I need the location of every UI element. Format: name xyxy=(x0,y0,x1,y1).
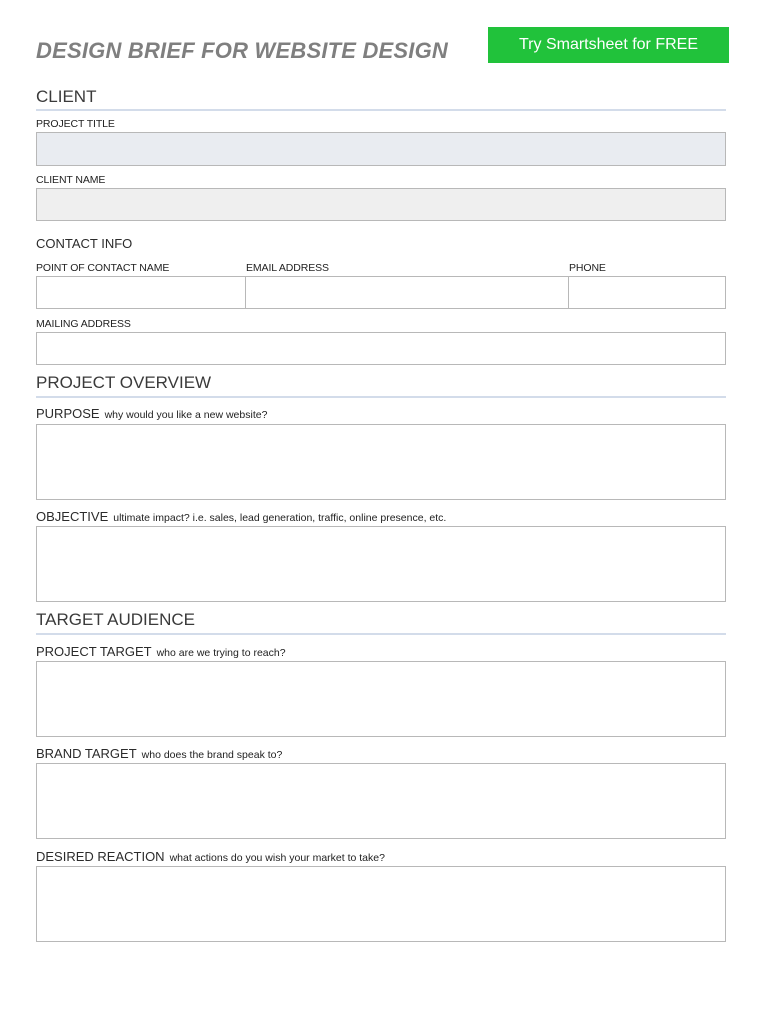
section-divider-client xyxy=(36,109,726,111)
email-address-label: EMAIL ADDRESS xyxy=(246,262,329,274)
desired-reaction-hint: what actions do you wish your market to take? xyxy=(169,852,385,864)
section-divider-target-audience xyxy=(36,633,726,635)
contact-info-heading: CONTACT INFO xyxy=(36,236,133,251)
purpose-hint: why would you like a new website? xyxy=(104,409,268,421)
purpose-label-row xyxy=(36,405,267,423)
section-heading-target-audience: TARGET AUDIENCE xyxy=(36,610,196,629)
project-target-label: PROJECT TARGET xyxy=(36,644,152,659)
client-name-field[interactable] xyxy=(36,188,726,221)
purpose-label: PURPOSE xyxy=(36,406,100,421)
project-target-label-row xyxy=(36,643,286,661)
purpose-field[interactable] xyxy=(36,424,726,500)
try-smartsheet-button[interactable]: Try Smartsheet for FREE xyxy=(488,27,729,63)
desired-reaction-field[interactable] xyxy=(36,866,726,942)
section-heading-project-overview: PROJECT OVERVIEW xyxy=(36,373,212,392)
objective-label: OBJECTIVE xyxy=(36,509,109,524)
phone-label: PHONE xyxy=(569,262,606,274)
project-target-field[interactable] xyxy=(36,661,726,737)
brand-target-label: BRAND TARGET xyxy=(36,746,137,761)
objective-hint: ultimate impact? i.e. sales, lead generation, traffic, online presence, etc. xyxy=(113,512,447,524)
project-title-label: PROJECT TITLE xyxy=(36,118,115,130)
document-title: DESIGN BRIEF FOR WEBSITE DESIGN xyxy=(36,38,449,63)
project-title-field[interactable] xyxy=(36,132,726,166)
email-address-field[interactable] xyxy=(245,276,570,309)
section-heading-client: CLIENT xyxy=(36,87,97,106)
objective-label-row xyxy=(36,508,446,526)
objective-field[interactable] xyxy=(36,526,726,602)
brand-target-label-row xyxy=(36,745,282,763)
point-of-contact-field[interactable] xyxy=(36,276,247,309)
phone-field[interactable] xyxy=(568,276,726,309)
mailing-address-field[interactable] xyxy=(36,332,726,365)
desired-reaction-label-row xyxy=(36,848,385,866)
mailing-address-label: MAILING ADDRESS xyxy=(36,318,131,330)
brand-target-field[interactable] xyxy=(36,763,726,839)
brand-target-hint: who does the brand speak to? xyxy=(141,749,283,761)
section-divider-project-overview xyxy=(36,396,726,398)
project-target-hint: who are we trying to reach? xyxy=(156,647,286,659)
client-name-label: CLIENT NAME xyxy=(36,174,106,186)
desired-reaction-label: DESIRED REACTION xyxy=(36,849,165,864)
point-of-contact-label: POINT OF CONTACT NAME xyxy=(36,262,170,274)
